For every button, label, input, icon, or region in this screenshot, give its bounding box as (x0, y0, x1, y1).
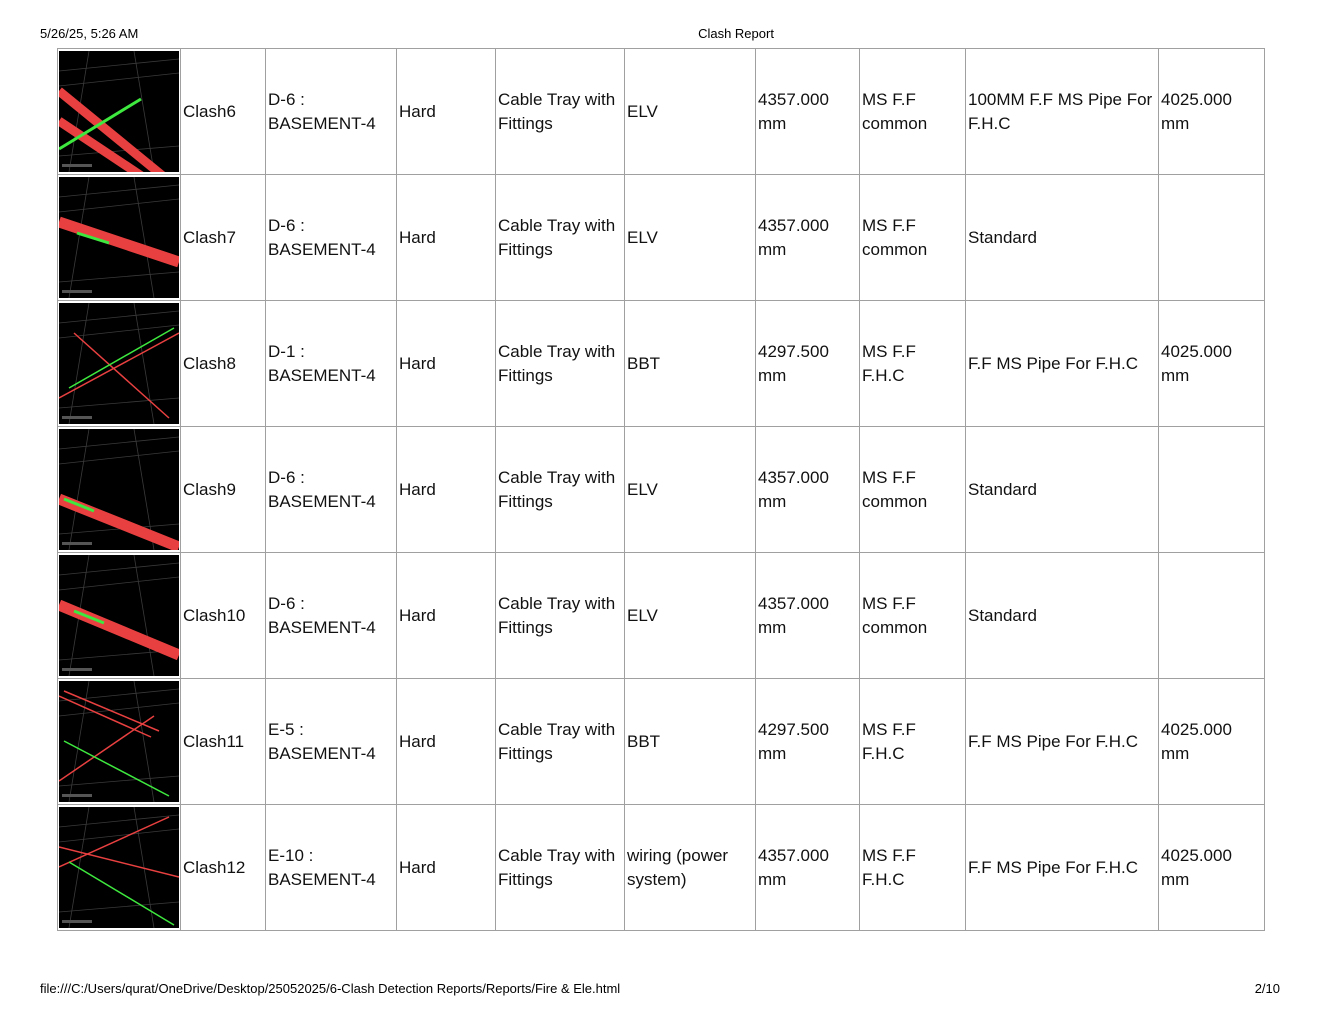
clash-thumbnail-cell (58, 49, 181, 175)
item1-name: Cable Tray with Fittings (496, 805, 625, 931)
item1-elevation: 4357.000 mm (756, 427, 860, 553)
item2-type: F.F MS Pipe For F.H.C (966, 805, 1159, 931)
item1-name: Cable Tray with Fittings (496, 49, 625, 175)
item1-name: Cable Tray with Fittings (496, 175, 625, 301)
clash-name: Clash7 (181, 175, 266, 301)
item1-elevation: 4357.000 mm (756, 175, 860, 301)
clash-type: Hard (397, 805, 496, 931)
item2-elevation (1159, 427, 1265, 553)
item2-type: 100MM F.F MS Pipe For F.H.C (966, 49, 1159, 175)
item2-elevation: 4025.000 mm (1159, 679, 1265, 805)
grid-location: D-6 : BASEMENT-4 (266, 49, 397, 175)
item2-type: F.F MS Pipe For F.H.C (966, 301, 1159, 427)
clash-thumbnail-image (59, 807, 179, 928)
clash-thumbnail-image (59, 303, 179, 424)
grid-location: D-1 : BASEMENT-4 (266, 301, 397, 427)
item2-name: MS F.F F.H.C (860, 805, 966, 931)
clash-table (57, 48, 1265, 931)
clash-thumbnail-cell (58, 805, 181, 931)
item2-type: Standard (966, 427, 1159, 553)
table-row (58, 805, 1265, 931)
table-row (58, 679, 1265, 805)
clash-type: Hard (397, 301, 496, 427)
item1-system: BBT (625, 301, 756, 427)
clash-type: Hard (397, 175, 496, 301)
clash-thumbnail-image (59, 429, 179, 550)
clash-thumbnail-cell (58, 175, 181, 301)
clash-thumbnail-image (59, 681, 179, 802)
item2-type: Standard (966, 553, 1159, 679)
grid-location: D-6 : BASEMENT-4 (266, 427, 397, 553)
item2-name: MS F.F common (860, 427, 966, 553)
clash-thumbnail-cell (58, 427, 181, 553)
grid-location: D-6 : BASEMENT-4 (266, 175, 397, 301)
item1-system: ELV (625, 49, 756, 175)
item1-elevation: 4297.500 mm (756, 679, 860, 805)
clash-name: Clash9 (181, 427, 266, 553)
item1-name: Cable Tray with Fittings (496, 301, 625, 427)
item1-name: Cable Tray with Fittings (496, 679, 625, 805)
table-row (58, 49, 1265, 175)
item2-name: MS F.F common (860, 49, 966, 175)
grid-location: D-6 : BASEMENT-4 (266, 553, 397, 679)
item1-name: Cable Tray with Fittings (496, 553, 625, 679)
table-row (58, 301, 1265, 427)
clash-type: Hard (397, 679, 496, 805)
item2-elevation: 4025.000 mm (1159, 49, 1265, 175)
clash-thumbnail-cell (58, 679, 181, 805)
item2-elevation: 4025.000 mm (1159, 301, 1265, 427)
item1-system: wiring (power system) (625, 805, 756, 931)
clash-type: Hard (397, 553, 496, 679)
clash-name: Clash6 (181, 49, 266, 175)
item2-type: Standard (966, 175, 1159, 301)
item2-type: F.F MS Pipe For F.H.C (966, 679, 1159, 805)
item1-system: ELV (625, 553, 756, 679)
clash-thumbnail-image (59, 555, 179, 676)
item1-elevation: 4297.500 mm (756, 301, 860, 427)
page-number: 2/10 (1254, 981, 1280, 996)
clash-name: Clash11 (181, 679, 266, 805)
file-path: file:///C:/Users/qurat/OneDrive/Desktop/25052025/6-Clash Detection Reports/Reports/Fire & Ele.html (40, 981, 621, 996)
table-row (58, 553, 1265, 679)
item2-name: MS F.F common (860, 175, 966, 301)
clash-name: Clash8 (181, 301, 266, 427)
print-datetime: 5/26/25, 5:26 AM (40, 26, 139, 41)
clash-thumbnail-image (59, 177, 179, 298)
grid-location: E-10 : BASEMENT-4 (266, 805, 397, 931)
clash-name: Clash12 (181, 805, 266, 931)
item1-system: BBT (625, 679, 756, 805)
item2-name: MS F.F common (860, 553, 966, 679)
item1-system: ELV (625, 175, 756, 301)
item1-name: Cable Tray with Fittings (496, 427, 625, 553)
item2-elevation (1159, 175, 1265, 301)
item2-elevation: 4025.000 mm (1159, 805, 1265, 931)
clash-thumbnail-cell (58, 301, 181, 427)
clash-thumbnail-image (59, 51, 179, 172)
clash-thumbnail-cell (58, 553, 181, 679)
item1-elevation: 4357.000 mm (756, 49, 860, 175)
table-row (58, 175, 1265, 301)
item2-name: MS F.F F.H.C (860, 301, 966, 427)
clash-type: Hard (397, 49, 496, 175)
clash-name: Clash10 (181, 553, 266, 679)
item1-elevation: 4357.000 mm (756, 805, 860, 931)
item2-elevation (1159, 553, 1265, 679)
clash-type: Hard (397, 427, 496, 553)
item1-elevation: 4357.000 mm (756, 553, 860, 679)
item1-system: ELV (625, 427, 756, 553)
grid-location: E-5 : BASEMENT-4 (266, 679, 397, 805)
table-row (58, 427, 1265, 553)
item2-name: MS F.F F.H.C (860, 679, 966, 805)
page-title: Clash Report (698, 26, 774, 41)
